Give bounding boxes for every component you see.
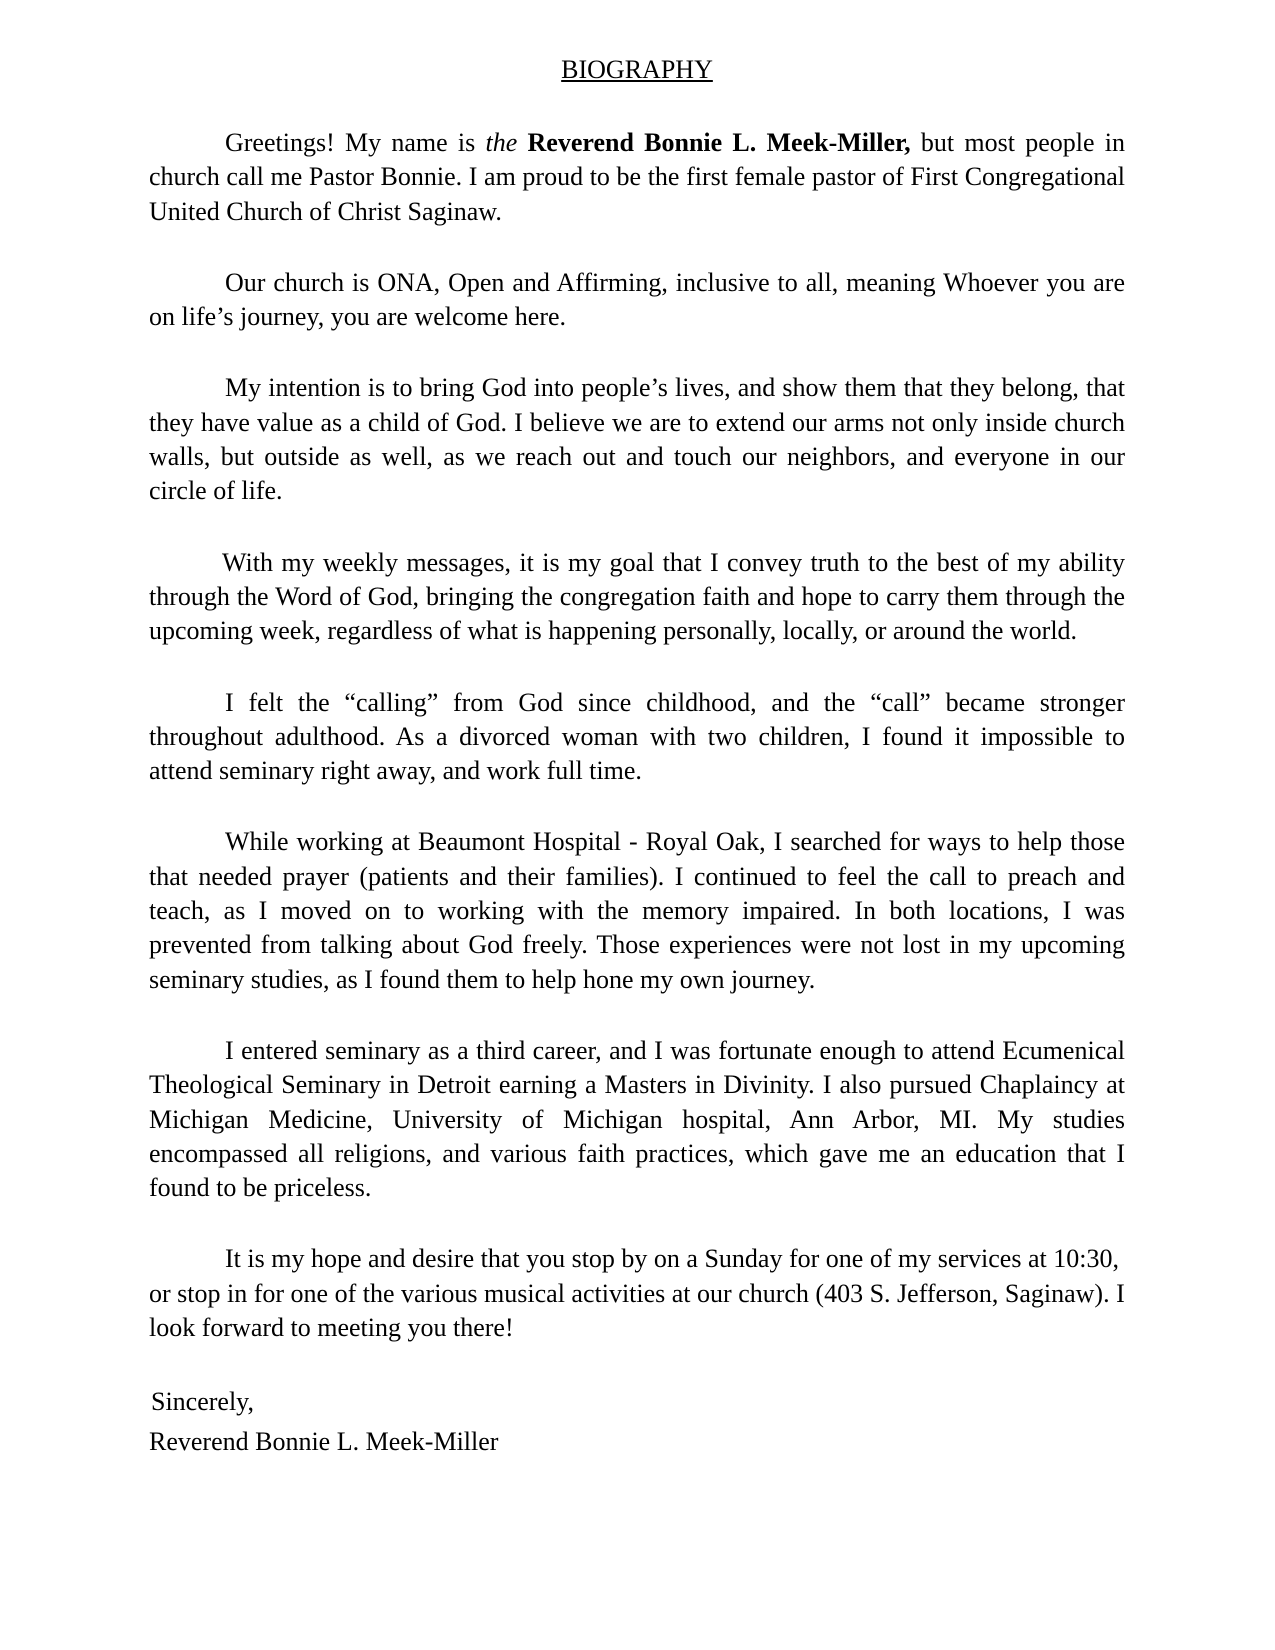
paragraph-calling: I felt the “calling” from God since childhood, and the “call” became stronger throughout adulthood. As a divorced woman with two children, I found it impossible to attend seminary right away, and work full time.: [149, 687, 1125, 786]
paragraph-intention: My intention is to bring God into people’s lives, and show them that they belong, that they have value as a child of God. I believe we are to extend our arms not only inside church walls, but outside as well, as we reach out and touch our neighbors, and everyone in our circle of life.: [149, 373, 1125, 506]
paragraph-ona: Our church is ONA, Open and Affirming, inclusive to all, meaning Whoever you are on life’s journey, you are welcome here.: [149, 267, 1125, 332]
pastor-name: Reverend Bonnie L. Meek-Miller,: [527, 128, 911, 157]
paragraph-invitation: It is my hope and desire that you stop by on a Sunday for one of my services at 10:30, or stop in for one of the various musical activities at our church (403 S. Jefferson, Saginaw). I look forward to meeting you there!: [149, 1244, 1125, 1343]
document-page: [149, 50, 1125, 1462]
intro-rest: but most people in church call me Pastor Bonnie. I am proud to be the first female pastor of First Congregational United Church of Christ Saginaw.: [149, 128, 1125, 226]
intro-article: the: [485, 128, 518, 157]
document-title: BIOGRAPHY: [561, 55, 713, 84]
closing-signature: Reverend Bonnie L. Meek-Miller: [149, 1427, 499, 1457]
intro-paragraph: [149, 126, 1125, 229]
closing-block: [149, 1382, 1125, 1462]
paragraph-messages: With my weekly messages, it is my goal that I convey truth to the best of my ability through the Word of God, bringing the congregation faith and hope to carry them through the upcoming week, regardless of what is happening personally, locally, or around the world.: [149, 547, 1125, 646]
intro-greeting: Greetings! My name is: [225, 128, 486, 157]
closing-salutation: Sincerely,: [151, 1387, 254, 1417]
paragraph-seminary: I entered seminary as a third career, and I was fortunate enough to attend Ecumenical Theological Seminary in Detroit earning a Masters in Divinity. I also pursued Chaplaincy at Michigan Medicine, University of Michigan hospital, Ann Arbor, MI. My studies encompassed all religions, and various faith practices, which gave me an education that I found to be priceless.: [149, 1035, 1125, 1203]
paragraph-beaumont: While working at Beaumont Hospital - Royal Oak, I searched for ways to help those that needed prayer (patients and their families). I continued to feel the call to preach and teach, as I moved on to working with the memory impaired. In both locations, I was prevented from talking about God freely. Those experiences were not lost in my upcoming seminary studies, as I found them to help hone my own journey.: [149, 827, 1125, 994]
